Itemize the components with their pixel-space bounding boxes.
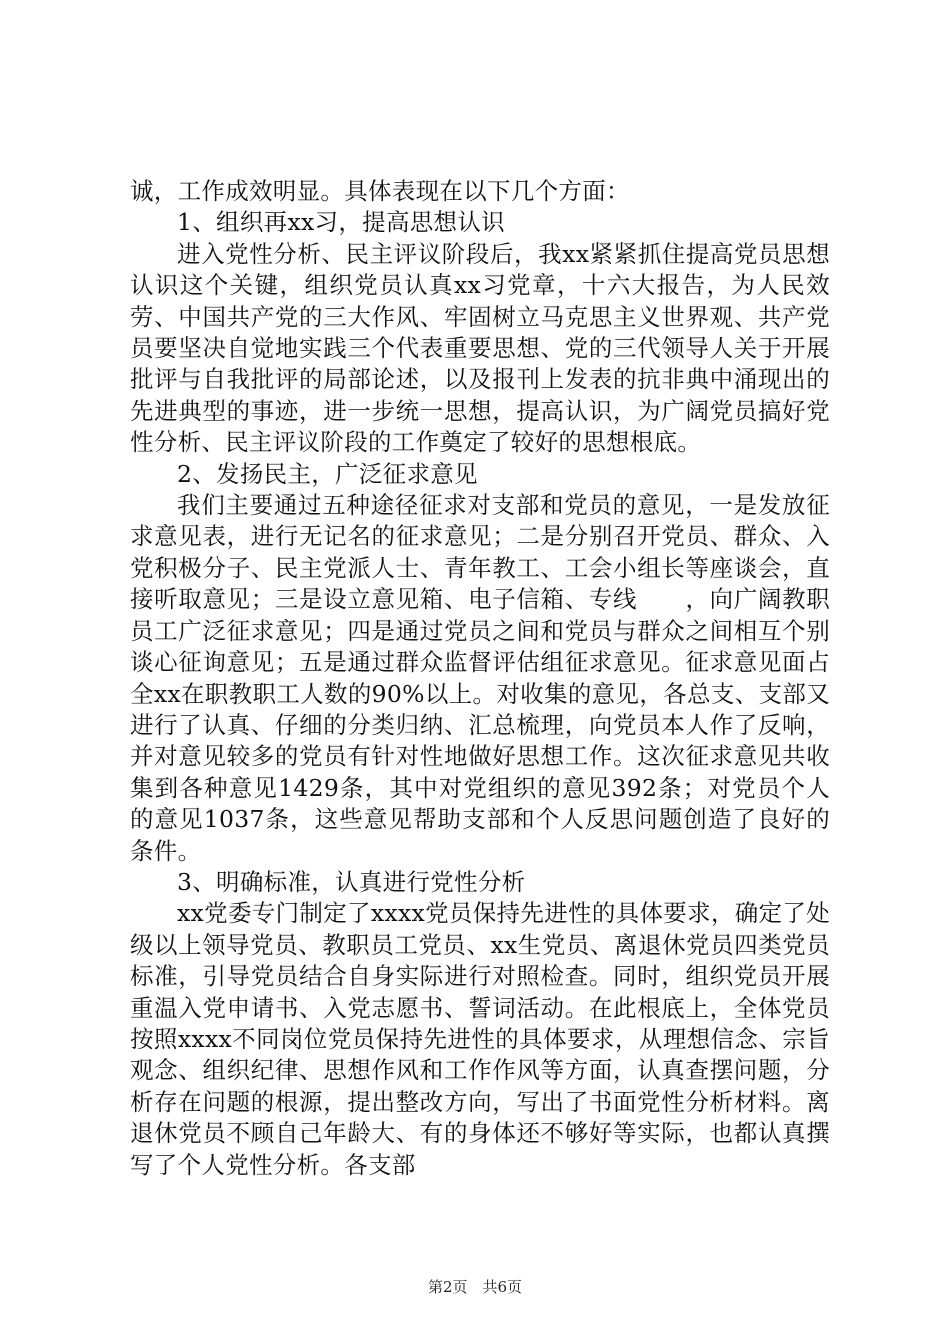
section-heading-1: 1、组织再xx习，提高思想认识 <box>177 208 505 237</box>
page-footer <box>0 1276 950 1297</box>
paragraph-section-1: 进入党性分析、民主评议阶段后，我xx紧紧抓住提高党员思想认识这个关键，组织党员认真xx习党章，十六大报告，为人民效劳、中国共产党的三大作风、牢固树立马克思主义世界观、共产党员要坚决自觉地实践三个代表重要思想、党的三代领导人关于开展批评与自我批评的局部论述，以及报刊上发表的抗非典中涌现出的先进典型的事迹，进一步统一思想，提高认识，为广阔党员搞好党性分析、民主评议阶段的工作奠定了较好的思想根底。 <box>130 239 830 457</box>
paragraph-section-2: 我们主要通过五种途径征求对支部和党员的意见，一是发放征求意见表，进行无记名的征求意见；二是分别召开党员、群众、入党积极分子、民主党派人士、青年教工、工会小组长等座谈会，直接听取意见；三是设立意见箱、电子信箱、专线 ，向广阔教职员工广泛征求意见；四是通过党员之间和党员与群众之间相互个别谈心征询意见；五是通过群众监督评估组征求意见。征求意见面占全xx在职教职工人数的90%以上。对收集的意见，各总支、支部又进行了认真、仔细的分类归纳、汇总梳理，向党员本人作了反响，并对意见较多的党员有针对性地做好思想工作。这次征求意见共收集到各种意见1429条，其中对党组织的意见392条；对党员个人的意见1037条，这些意见帮助支部和个人反思问题创造了良好的条件。 <box>130 491 830 865</box>
document-body <box>130 176 830 1181</box>
section-heading-2: 2、发扬民主，广泛征求意见 <box>177 459 478 488</box>
page-number-label: 第2页 共6页 <box>427 1278 523 1296</box>
paragraph-continuation: 诚，工作成效明显。具体表现在以下几个方面： <box>130 177 630 205</box>
paragraph-section-3: xx党委专门制定了xxxx党员保持先进性的具体要求，确定了处级以上领导党员、教职员工党员、xx生党员、离退休党员四类党员标准，引导党员结合自身实际进行对照检查。同时，组织党员开展重温入党申请书、入党志愿书、誓词活动。在此根底上，全体党员按照xxxx不同岗位党员保持先进性的具体要求，从理想信念、宗旨观念、组织纪律、思想作风和工作作风等方面，认真查摆问题，分析存在问题的根源，提出整改方向，写出了书面党性分析材料。离退休党员不顾自己年龄大、有的身体还不够好等实际，也都认真撰写了个人党性分析。各支部 <box>130 899 830 1179</box>
section-heading-3: 3、明确标准，认真进行党性分析 <box>177 867 526 896</box>
